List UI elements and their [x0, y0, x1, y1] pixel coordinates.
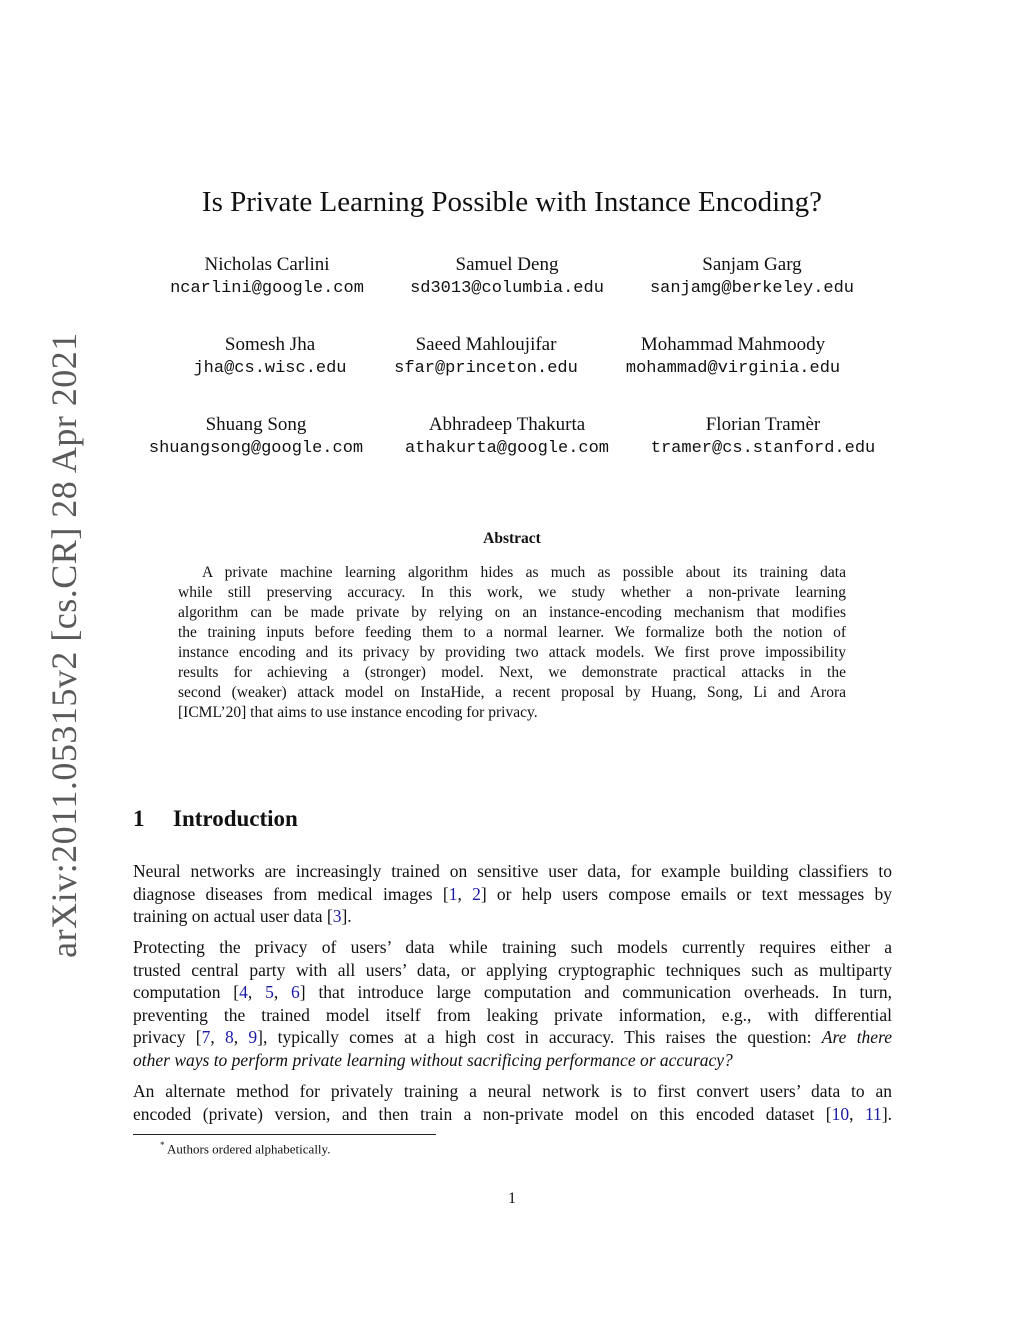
body-line: privacy [7, 8, 9], typically comes at a high cost in accuracy. This raises the question: Are there [133, 1027, 892, 1048]
author-email: shuangsong@google.com [148, 439, 364, 458]
author-name: Florian Tramèr [705, 414, 821, 435]
author-email: tramer@cs.stanford.edu [650, 439, 876, 458]
citation-link[interactable]: 10 [831, 1103, 850, 1124]
author-email: athakurta@google.com [404, 439, 610, 458]
author-email: sfar@princeton.edu [394, 359, 578, 378]
citation-link[interactable]: 4 [239, 982, 248, 1003]
citation-link[interactable]: 5 [265, 982, 274, 1003]
citation-link[interactable]: 7 [201, 1027, 211, 1048]
author-block [633, 413, 893, 461]
citation-link[interactable]: 1 [448, 883, 458, 904]
abstract-line: second (weaker) attack model on InstaHide, a recent proposal by Huang, Song, Li and Arora [178, 684, 846, 701]
arxiv-identifier: arXiv:2011.05315v2 [cs.CR] 28 Apr 2021 [44, 332, 84, 958]
abstract-line: algorithm can be made private by relying on an instance-encoding mechanism that modifies [178, 604, 846, 621]
section-heading [133, 806, 298, 832]
citation-link[interactable]: 9 [248, 1027, 258, 1048]
body-line: diagnose diseases from medical images [1, 2] or help users compose emails or text messages by [133, 883, 893, 904]
author-block [622, 253, 882, 301]
footnote [160, 1140, 330, 1157]
body-line: training on actual user data [3]. [133, 906, 352, 927]
author-block [137, 253, 397, 301]
page-number: 1 [508, 1190, 516, 1207]
author-email: mohammad@virginia.edu [625, 359, 841, 378]
citation-link[interactable]: 6 [291, 982, 300, 1003]
paragraph [133, 936, 892, 1072]
body-line: preventing the trained model itself from leaking private information, e.g., with differential [133, 1004, 892, 1025]
author-block [356, 333, 616, 381]
author-email: ncarlini@google.com [170, 279, 364, 298]
author-name: Mohammad Mahmoody [640, 334, 826, 355]
author-name: Sanjam Garg [702, 254, 802, 275]
body-line: encoded (private) version, and then train a non-private model on this encoded dataset [10, 11]. [133, 1103, 893, 1124]
section-title: Introduction [173, 806, 298, 831]
citation-link[interactable]: 11 [864, 1103, 882, 1124]
question-emphasis: other ways to perform private learning without sacrificing performance or accuracy? [133, 1049, 733, 1070]
author-name: Saeed Mahloujifar [415, 334, 557, 355]
author-name: Somesh Jha [224, 334, 316, 355]
author-block [377, 253, 637, 301]
paragraph [133, 860, 892, 928]
abstract-line: while still preserving accuracy. In this work, we study whether a non-private learning [178, 584, 846, 601]
author-block [377, 413, 637, 461]
paragraph [133, 1080, 892, 1125]
abstract-text [178, 563, 846, 723]
citation-link[interactable]: 3 [332, 906, 342, 927]
abstract-line: A private machine learning algorithm hides as much as possible about its training data [202, 564, 846, 581]
abstract-line: results for achieving a (stronger) model. Next, we demonstrate practical attacks in the [178, 664, 846, 681]
author-email: jha@cs.wisc.edu [193, 359, 347, 378]
abstract-heading: Abstract [483, 530, 541, 547]
abstract-line: the training inputs before feeding them to a normal learner. We formalize both the notion of [178, 624, 846, 641]
author-name: Nicholas Carlini [204, 254, 330, 275]
footnote-mark: * [160, 1140, 165, 1150]
author-name: Abhradeep Thakurta [428, 414, 586, 435]
citation-link[interactable]: 2 [472, 883, 481, 904]
section-number: 1 [133, 806, 145, 831]
paper-title: Is Private Learning Possible with Instance Encoding? [201, 186, 823, 218]
author-name: Samuel Deng [455, 254, 559, 275]
abstract-line: instance encoding and its privacy by providing two attack models. We first prove impossibility [178, 644, 846, 661]
body-line: An alternate method for privately training a neural network is to first convert users’ data to an [133, 1081, 892, 1101]
footnote-text: Authors ordered alphabetically. [167, 1141, 331, 1157]
author-email: sanjamg@berkeley.edu [649, 279, 855, 298]
body-line: Protecting the privacy of users’ data while training such models currently requires either a [133, 937, 892, 957]
body-line [133, 1049, 892, 1072]
body-line: trusted central party with all users’ data, or applying cryptographic techniques such as multiparty [133, 959, 892, 980]
question-emphasis: Are there [821, 1027, 892, 1048]
author-block [603, 333, 863, 381]
abstract-line: [ICML’20] that aims to use instance encoding for privacy. [178, 704, 538, 721]
author-email: sd3013@columbia.edu [410, 279, 604, 298]
footnote-rule [133, 1134, 436, 1135]
author-name: Shuang Song [205, 414, 307, 435]
citation-link[interactable]: 8 [225, 1027, 234, 1048]
body-line: Neural networks are increasingly trained on sensitive user data, for example building classifiers to [133, 861, 892, 881]
author-block [126, 413, 386, 461]
body-line: computation [4, 5, 6] that introduce large computation and communication overheads. In turn, [133, 982, 893, 1003]
